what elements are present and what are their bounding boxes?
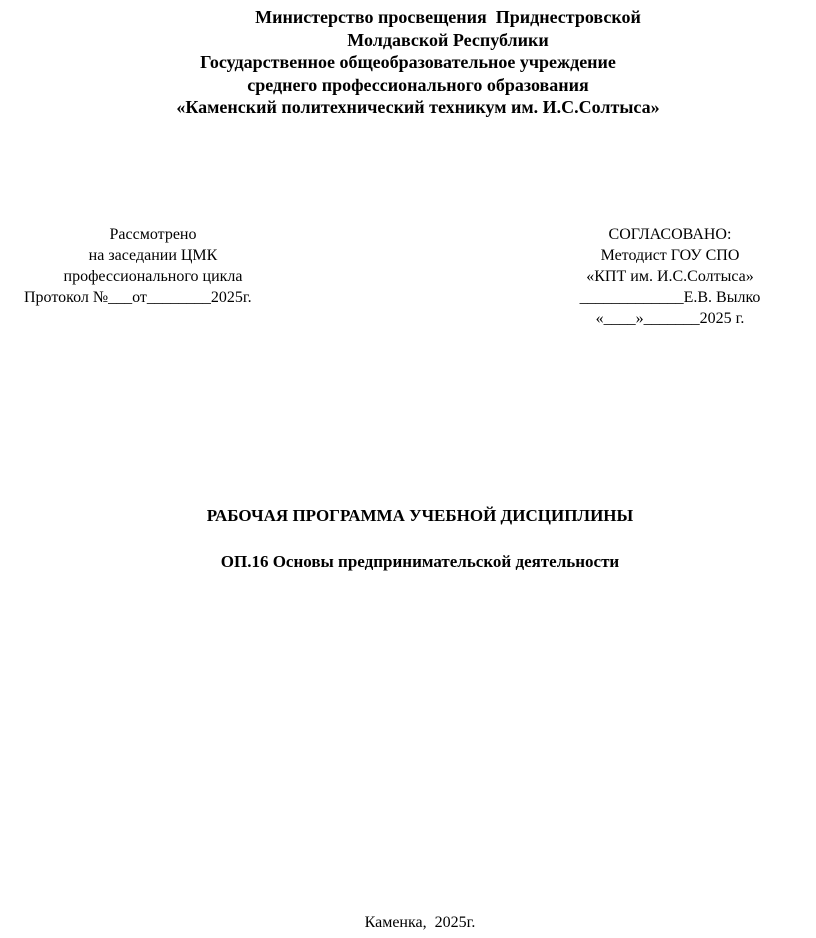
agreed-signature: _____________Е.В. Вылко	[579, 289, 761, 306]
agreed-organization: «КПТ им. И.С.Солтыса»	[586, 268, 754, 285]
header-institution-type-line: Государственное общеобразовательное учреждение	[200, 52, 616, 72]
agreed-label: СОГЛАСОВАНО:	[608, 226, 732, 243]
header-republic-line: Молдавской Республики	[347, 29, 549, 50]
institution-header	[0, 6, 816, 119]
place-and-year: Каменка, 2025г.	[364, 914, 476, 931]
header-institution-name-line: «Каменский политехнический техникум им. И.С.Солтыса»	[176, 97, 660, 117]
reviewed-meeting: на заседании ЦМК	[88, 247, 218, 264]
header-education-level-line: среднего профессионального образования	[247, 74, 589, 95]
agreed-date: «____»_______2025 г.	[595, 310, 745, 327]
header-ministry-line: Министерство просвещения Приднестровской	[255, 7, 641, 27]
agreed-block	[560, 224, 780, 329]
agreed-position: Методист ГОУ СПО	[600, 247, 740, 264]
reviewed-label: Рассмотрено	[109, 226, 197, 243]
discipline-title: ОП.16 Основы предпринимательской деятельности	[220, 552, 620, 571]
document-title: РАБОЧАЯ ПРОГРАММА УЧЕБНОЙ ДИСЦИПЛИНЫ	[206, 506, 634, 525]
reviewed-cycle: профессионального цикла	[63, 268, 243, 285]
reviewed-protocol: Протокол №___от________2025г.	[24, 289, 252, 306]
reviewed-block	[24, 224, 278, 308]
